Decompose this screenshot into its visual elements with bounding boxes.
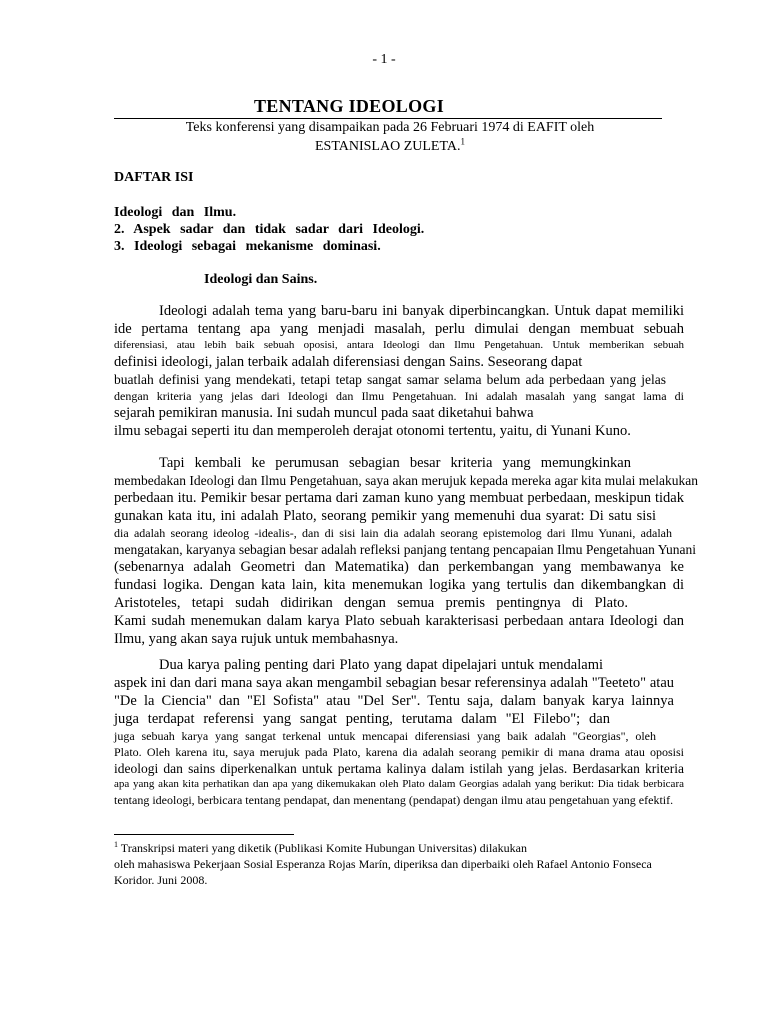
- paragraph-line: mengatakan, karyanya sebagian besar adalah refleksi panjang tentang pencapaian Ilmu Pengetahuan Yunani: [114, 542, 697, 557]
- footnote-reference[interactable]: 1: [460, 136, 466, 147]
- footnote-line-2: oleh mahasiswa Pekerjaan Sosial Esperanza Rojas Marín, diperiksa dan diperbaiki oleh Rafael Antonio Fonseca: [114, 857, 652, 871]
- paragraph-line: Dua karya paling penting dari Plato yang dapat dipelajari untuk mendalami: [159, 657, 603, 673]
- paragraph-line: membedakan Ideologi dan Ilmu Pengetahuan, saya akan merujuk kepada mereka agar kita mulai melakukan: [114, 473, 699, 488]
- toc-heading: DAFTAR ISI: [114, 170, 194, 185]
- paragraph-line: ide pertama tentang apa yang menjadi masalah, perlu dimulai dengan membuat sebuah: [114, 321, 684, 337]
- author-name: ESTANISLAO ZULETA.: [314, 139, 461, 154]
- title-underline: [114, 96, 662, 119]
- paragraph-line: fundasi logika. Dengan kata lain, kita menemukan logika yang tertulis dan dikembangkan di: [114, 577, 684, 593]
- paragraph-2: [114, 454, 699, 648]
- paragraph-line: aspek ini dan dari mana saya akan mengambil sebagian besar referensinya adalah "Teeteto" atau: [114, 675, 674, 691]
- page-number: - 1 -: [372, 52, 396, 67]
- paragraph-line: Ilmu, yang akan saya rujuk untuk membahasnya.: [114, 631, 399, 647]
- paragraph-line: apa yang akan kita perhatikan dan apa yang dikemukakan oleh Plato dalam Georgias adalah yang berikut: Dia tidak berbicara: [114, 778, 684, 790]
- paragraph-line: dengan kriteria yang jelas dari Ideologi dan Ilmu Pengetahuan. Ini adalah masalah yang sangat lama di: [114, 389, 684, 403]
- footnote-mark: 1: [114, 840, 118, 849]
- paragraph-line: Tapi kembali ke perumusan sebagian besar kriteria yang memungkinkan: [159, 455, 631, 471]
- footnote-separator: [114, 834, 294, 835]
- footnote-line-3: Koridor. Juni 2008.: [114, 873, 208, 887]
- subtitle-line-1: Teks konferensi yang disampaikan pada 26 Februari 1974 di EAFIT oleh: [185, 120, 595, 135]
- paragraph-line: dia adalah seorang ideolog -idealis-, dan di sisi lain dia adalah seorang epistemolog dari Ilmu Yunani, adalah: [114, 526, 672, 540]
- paragraph-line: Aristoteles, tetapi sudah didirikan dengan semua premis pentingnya di Plato.: [114, 595, 628, 611]
- section-heading: Ideologi dan Sains.: [204, 272, 318, 287]
- footnote-text: Transkripsi materi yang diketik (Publikasi Komite Hubungan Universitas) dilakukan: [118, 841, 527, 855]
- paragraph-line: Ideologi adalah tema yang baru-baru ini banyak diperbincangkan. Untuk dapat memiliki: [159, 303, 684, 319]
- paragraph-line: sejarah pemikiran manusia. Ini sudah muncul pada saat diketahui bahwa: [114, 405, 534, 421]
- paragraph-line: ideologi dan sains diperkenalkan untuk pertama kalinya dalam istilah yang jelas. Berdasarkan kriteria: [114, 761, 684, 776]
- paragraph-line: "De la Ciencia" dan "El Sofista" atau "Del Ser". Tentu saja, dalam banyak karya lainnya: [114, 693, 674, 709]
- paragraph-line: juga sebuah karya yang sangat terkenal untuk mencapai diferensiasi yang baik adalah "Georgias", oleh: [114, 729, 656, 743]
- document-subtitle: [114, 118, 666, 156]
- table-of-contents: [114, 204, 474, 255]
- footnote-line-1: [114, 840, 684, 856]
- paragraph-line: Plato. Oleh karena itu, saya merujuk pada Plato, karena dia adalah seorang pemikir di mana drama atau oposisi: [114, 745, 684, 759]
- paragraph-line: juga terdapat referensi yang sangat penting, terutama dalam "El Filebo"; dan: [114, 711, 610, 727]
- paragraph-line: Kami sudah menemukan dalam karya Plato sebuah karakterisasi perbedaan antara Ideologi dan: [114, 613, 684, 629]
- paragraph-1: [114, 302, 684, 440]
- footnote: [114, 840, 684, 888]
- paragraph-line: perbedaan itu. Pemikir besar pertama dari zaman kuno yang membuat perbedaan, meskipun tidak: [114, 490, 684, 506]
- toc-item: 3. Ideologi sebagai mekanisme dominasi.: [114, 239, 381, 254]
- paragraph-line: definisi ideologi, jalan terbaik adalah diferensiasi dengan Sains. Seseorang dapat: [114, 354, 583, 370]
- paragraph-line: tentang ideologi, berbicara tentang pendapat, dan menentang (pendapat) dengan ilmu atau pengetahuan yang efektif.: [114, 793, 674, 807]
- paragraph-line: ilmu sebagai seperti itu dan memperoleh derajat otonomi tertentu, yaitu, di Yunani Kuno.: [114, 423, 631, 439]
- document-title: TENTANG IDEOLOGI: [254, 96, 445, 116]
- toc-item: Ideologi dan Ilmu.: [114, 205, 237, 220]
- paragraph-line: gunakan kata itu, ini adalah Plato, seorang pemikir yang memenuhi dua syarat: Di satu sisi: [114, 508, 656, 524]
- subtitle-line-2: [114, 137, 666, 156]
- paragraph-line: (sebenarnya adalah Geometri dan Matematika) dan perkembangan yang membawanya ke: [114, 559, 684, 575]
- paragraph-3: [114, 656, 684, 808]
- toc-item: 2. Aspek sadar dan tidak sadar dari Ideologi.: [114, 222, 425, 237]
- paragraph-line: diferensiasi, atau lebih baik sebuah oposisi, antara Ideologi dan Ilmu Pengetahuan. Untuk memberikan sebuah: [114, 339, 684, 351]
- paragraph-line: buatlah definisi yang mendekati, tetapi tetap sangat samar selama belum ada perbedaan yang jelas: [114, 372, 666, 387]
